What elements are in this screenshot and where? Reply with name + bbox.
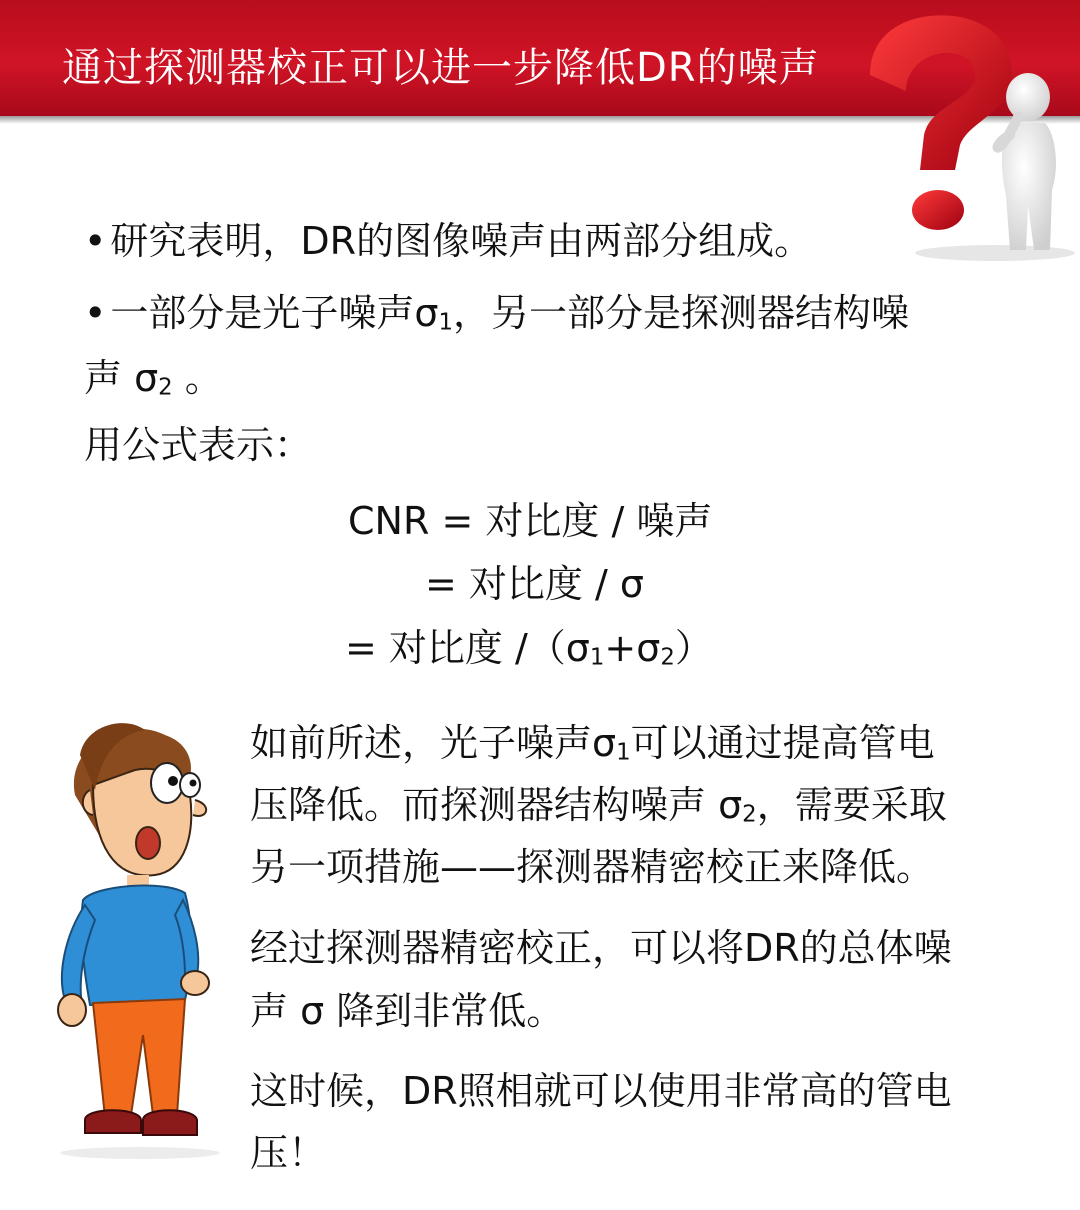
bullet-symbol: • — [84, 291, 107, 335]
paragraph-line: 如前所述，光子噪声$\sigma_1$可以通过提高管电 — [250, 721, 935, 766]
bullet-item — [84, 218, 812, 266]
page-title: 通过探测器校正可以进一步降低DR的噪声 — [62, 45, 820, 91]
bullet-continuation — [84, 355, 223, 403]
question-mark-thinker-icon — [850, 5, 1080, 265]
subscript: 1 — [616, 739, 631, 766]
bullet-text: 一部分是光子噪声σ — [110, 291, 439, 335]
bullet-text: ，另一部分是探测器结构噪 — [453, 291, 910, 335]
formula-line-2: = 对比度 / σ — [425, 562, 644, 606]
bullet-text: 。 — [172, 356, 223, 400]
formula-line-3: = 对比度 $/(\sigma_1+\sigma_2)$ — [345, 626, 713, 671]
formula-intro: 用公式表示： — [84, 423, 313, 467]
paragraph-line: 声 σ 降到非常低。 — [250, 989, 565, 1033]
subscript: 2 — [660, 644, 675, 671]
paragraph-line: 另一项措施——探测器精密校正来降低。 — [250, 845, 935, 889]
subscript: 1 — [438, 309, 454, 336]
bullet-symbol: • — [84, 219, 107, 263]
subscript: 1 — [589, 644, 605, 671]
paragraph-line: 经过探测器精密校正，可以将DR的总体噪 — [250, 926, 952, 970]
bullet-text: 研究表明，DR的图像噪声由两部分组成。 — [110, 219, 813, 263]
subscript: 2 — [158, 374, 173, 401]
bullet-text: 声 σ — [84, 356, 159, 400]
formula-line-1: CNR = 对比度 / 噪声 — [348, 499, 713, 543]
paragraph-line: 压！ — [250, 1131, 327, 1175]
bullet-item — [84, 290, 909, 338]
subscript: 2 — [742, 801, 757, 828]
surprised-boy-icon — [45, 715, 245, 1160]
paragraph-line: 压降低。而探测器结构噪声 $\sigma_2$，需要采取 — [250, 783, 947, 828]
paragraph-line: 这时候，DR照相就可以使用非常高的管电 — [250, 1069, 952, 1113]
